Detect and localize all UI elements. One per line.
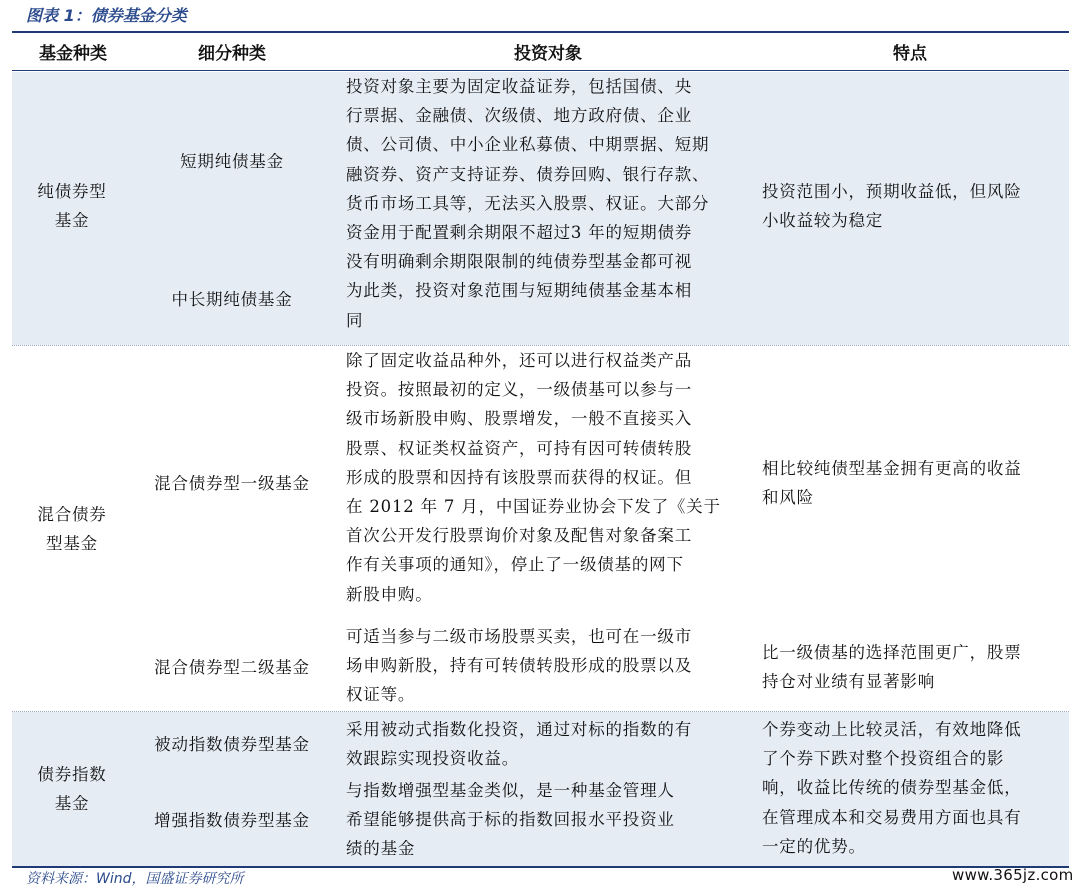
target-hybrid-level1: 除了固定收益品种外，还可以进行权益类产品 投资。按照最初的定义，一级债基可以参与一 级市场新股申购、股票增发，一般不直接买入 股票、权证类权益资产，可持有因可转债转股 形成的股票和因持有该股票而获得的权证。但 在 2012 年 7 月，中国证券业协会下发了《关于 首次公开发行股票询价对象及配售对象备案工 作有关事项的通知》，停止了一级债基的网下 新股申购。 xyxy=(346,351,721,604)
features-hybrid-level2: 比一级债基的选择范围更广，股票 持仓对业绩有显著影响 xyxy=(762,643,1022,692)
target-pure-bond: 投资对象主要为固定收益证券，包括国债、央 行票据、金融债、次级债、地方政府债、企业 债、公司债、中小企业私募债、中期票据、短期 融资券、资产支持证券、债券回购、银行存款、 货币市场工具等，无法买入股票、权证。大部分 资金用于配置剩余期限不超过3 年的短期债券 没有明确剩余期限限制的纯债券型基金都可视 为此类，投资对象范围与短期纯债基金基本相 同 xyxy=(346,77,710,330)
subcategory-mid-long-pure: 中长期纯债基金 xyxy=(171,290,293,309)
features-hybrid-level1: 相比较纯债型基金拥有更高的收益 和风险 xyxy=(762,459,1022,508)
category-bond-index: 债券指数 基金 xyxy=(37,765,107,814)
category-pure-bond: 纯债券型 基金 xyxy=(37,182,107,231)
row-separator xyxy=(12,711,1069,712)
target-enhanced-index: 与指数增强型基金类似，是一种基金管理人 希望能够提供高于标的指数回报水平投资业 绩的基金 xyxy=(346,781,675,859)
subcategory-enhanced-index: 增强指数债券型基金 xyxy=(154,811,310,830)
target-hybrid-level2: 可适当参与二级市场股票买卖，也可在一级市 场申购新股，持有可转债转股形成的股票以及 权证等。 xyxy=(346,627,692,705)
header-category: 基金种类 xyxy=(39,44,107,64)
subcategory-passive-index: 被动指数债券型基金 xyxy=(154,735,310,754)
table-caption: 图表 1：债券基金分类 xyxy=(26,6,187,25)
source-note: 资料来源：Wind，国盛证券研究所 xyxy=(26,871,244,887)
features-bond-index: 个券变动上比较灵活，有效地降低 了个券下跌对整个投资组合的影 响，收益比传统的债券型基金低， 在管理成本和交易费用方面也具有 一定的优势。 xyxy=(762,720,1022,856)
subcategory-hybrid-level1: 混合债券型一级基金 xyxy=(154,474,310,493)
watermark: www.365jz.com xyxy=(952,866,1074,884)
subcategory-short-term-pure: 短期纯债基金 xyxy=(180,152,284,171)
header-features: 特点 xyxy=(893,44,927,64)
subcategory-hybrid-level2: 混合债券型二级基金 xyxy=(154,658,310,677)
target-passive-index: 采用被动式指数化投资，通过对标的指数的有 效跟踪实现投资收益。 xyxy=(346,720,692,769)
header-rule xyxy=(12,70,1069,71)
category-hybrid-bond: 混合债券 型基金 xyxy=(37,505,107,554)
features-pure-bond: 投资范围小，预期收益低，但风险 小收益较为稳定 xyxy=(762,182,1022,231)
header-subcategory: 细分种类 xyxy=(198,44,266,64)
header-investment-target: 投资对象 xyxy=(514,44,582,64)
